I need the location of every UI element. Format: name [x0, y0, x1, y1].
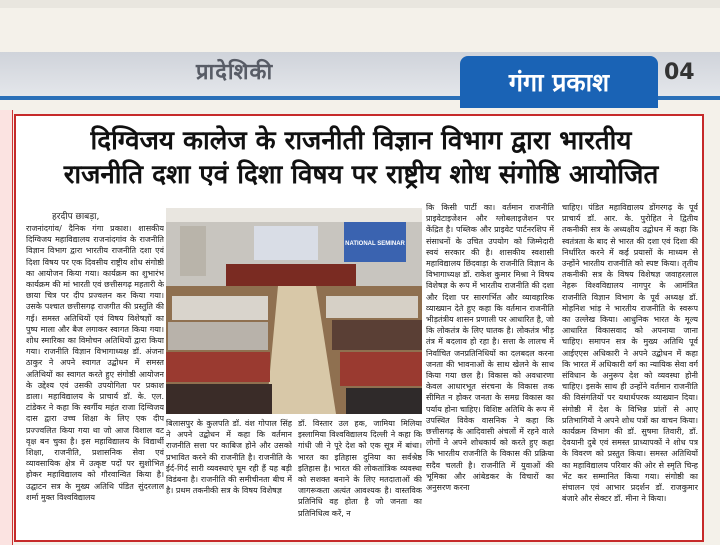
- top-strip: [0, 0, 720, 8]
- headline-line-1: दिग्विजय कालेज के राजनीती विज्ञान विभाग द्वारा भारतीय: [90, 126, 632, 156]
- brand-text: गंगा प्रकाश: [508, 68, 610, 97]
- article-headline: [36, 124, 686, 192]
- seminar-photo-drawing: [166, 208, 422, 414]
- headline-line-2: राजनीति दशा एवं दिशा विषय पर राष्ट्रीय शोध संगोष्ठि आयोजित: [63, 160, 659, 190]
- article-column-5: चाहिए। पंडित महाविद्यालय डोंगरगढ़ के पूर्व प्राचार्य डॉ. आर. के. पुरोहित ने द्वितीय तकनीकी सत्र के अध्यक्षीय उद्बोधन में कहा कि स्वतंत्रता के बाद से भारत की दशा एवं दिशा की निर्धारित करने में कई प्रयासों के माध्यम से उन्होंने भारतीय राजनीति को स्पष्ट किया। तृतीय तकनीकी सत्र के विषय विशेषज्ञ जवाहरलाल नेहरू विश्वविद्यालय नागपुर के आमंत्रित राजनीति विज्ञान विभाग के पूर्व अध्यक्ष डॉ. मोहनिश भांड़ ने भारतीय राजनीति के स्वरूप का उल्लेख किया। आधुनिक भारत के मूल्य आधारित विकासवाद को अपनाया जाना चाहिए। समापन सत्र के मुख्य अतिथि पूर्व आईएएस अधिकारी ने अपने उद्बोधन में कहा कि भारत में अधिकारी वर्ग का न्यायिक सेवा वर्ग संविधान के अनुरूप देश को व्यवस्था होनी चाहिए। इसके साथ ही उन्होंने वर्तमान राजनीति की विसंगतियों पर यथार्थपरक व्याख्यान दिया। संगोष्ठी में देश के विभिन्न प्रांतों से आए प्रतिभागियों ने अपने शोध पत्रों का वाचन किया। कार्यक्रम विभाग की डॉ. सुषमा तिवारी, डॉ. देवयानी दुबे एवं समस्त प्राध्यापकों ने शोध पत्र के विवरण को प्रस्तुत किया। समस्त अतिथियों का महाविद्यालय परिवार की ओर से स्मृति चिन्ह भेंट कर सम्मानित किया गया। संगोष्ठी का संचालन एवं आभार प्रदर्शन डॉ. राजकुमार बंजारे और सेक्टर डॉ. मीना ने किया।: [562, 203, 698, 504]
- seminar-photo: [166, 208, 422, 414]
- photo-ceiling: [166, 208, 422, 222]
- photo-banner-text: NATIONAL SEMINAR: [345, 241, 405, 247]
- page-number: 04: [664, 60, 695, 85]
- article-column-3: डॉ. विस्तार उल हक, जामिया मिलिया इस्लामिया विश्वविद्यालय दिल्ली ने कहा कि गांधी जी ने पूरे देश को एक सूत्र में बांधा। भारत का इतिहास दुनिया का सर्वश्रेष्ठ इतिहास है। भारत की लोकतांत्रिक व्यवस्था को सशक्त बनाने के लिए मतदाताओं की जागरूकता अत्यंत आवश्यक है। वास्तविक प्रतिनिधि वह होता है जो जनता का प्रतिनिधित्व करें, न: [298, 419, 422, 518]
- section-title: प्रादेशिकी: [196, 60, 274, 85]
- byline: हरदीप छाबड़ा,: [52, 212, 100, 222]
- adjacent-article-edge: [0, 110, 13, 545]
- article-column-2: बिलासपुर के कुलपति डॉ. वंश गोपाल सिंह ने अपने उद्बोधन में कहा कि वर्तमान राजनीति सत्ता पर काबिज होने और उसको प्रभावित करने की राजनीति है। राजनीति के ईर्द-गिर्द सारी व्यवस्थाएं घूम रही हैं यह बड़ी विडंबना है। राजनीति की समीचीनता बीच में है। प्रथम तकनीकी सत्र के विषय विशेषज्ञ: [166, 419, 292, 496]
- photo-screen: [254, 226, 318, 260]
- photo-stage: [226, 264, 356, 286]
- article-column-4: कि किसी पार्टी का। वर्तमान राजनीति प्राइवेटाइजेशन और ग्लोबलाइजेशन पर केंद्रित है। पब्लिक और प्राइवेट पार्टनरशिप में संसाधनों के उचित उपयोग को जिम्मेदारी स्वयं सरकार की है। शासकीय स्वशासी महाविद्यालय छिंदवाड़ा के राजनीति विज्ञान के विभागाध्यक्ष डॉ. राकेश कुमार मिश्रा ने विषय विशेषज्ञ के रूप में भारतीय राजनीति की दशा और दिशा पर सारगर्भित और व्यावहारिक व्याख्यान देते हुए कहा कि वर्तमान राजनीति भीड़तंत्रीय शासन प्रणाली पर आधारित है, जो कि लोकतंत्र के लिए घातक है। लोकतंत्र भीड़ तंत्र में बदलाव हो रहा है। सत्ता के लालच में निर्वाचित जनप्रतिनिधियों का दलबदल करना जनता की भावनाओं के साथ खेलने के साथ किया गया छल है। विकास को अवधारणा केवल आधारभूत संरचना के विकास तक सीमित न होकर जनता के समग्र विकास का पर्याय होना चाहिए। विशिष्ट अतिथि के रूप में उपस्थित विवेक वासनिक ने कहा कि छत्तीसगढ़ के आदिवासी अंचलों में रहने वाले लोगों ने अपने शोधकार्य को करते हुए कहा कि भारतीय राजनीति के विकास की प्रक्रिया सदैव चलती है। राजनीति में युवाओं की भूमिका और आंबेडकर के विचारों का अनुसरण करना: [426, 203, 554, 493]
- newspaper-brand: [460, 56, 658, 108]
- article-frame: [14, 114, 704, 542]
- photo-window: [180, 226, 206, 276]
- article-column-1: राजनांदगांव/ दैनिक गंगा प्रकाश। शासकीय दिग्विजय महाविद्यालय राजनांदगांव के राजनीति विज्ञान विभाग द्वारा भारतीय राजनीति दशा एवं दिशा विषय पर एक दिवसीय राष्ट्रीय शोध संगोष्ठी का आयोजन किया गया। कार्यक्रम का शुभारंभ कार्यक्रम की मां भारती एवं छत्तीसगढ़ महतारी के छाया चित्र पर दीप प्रज्वलन कर किया गया। उसके पश्चात छत्तीसगढ़ राजगीत की प्रस्तुति की गई। समस्त अतिथियों एवं विषय विशेषज्ञों का पुष्प माला और बैज लगाकर स्वागत किया गया। शोध स्मारिका का विमोचन अतिथियों द्वारा किया गया। राजनीति विज्ञान विभागाध्यक्ष डॉ. अंजना ठाकुर ने अपने स्वागत उद्बोधन में समस्त अतिथियों का स्वागत करते हुए संगोष्ठी आयोजन के उद्देश्य एवं उसकी उपयोगिता पर प्रकाश डाला। महाविद्यालय के प्राचार्य डॉ. के. एल. टांडेकर ने कहा कि स्वर्गीय महंत राजा दिग्विजय दास द्वारा उच्च शिक्षा के लिए एक दीप प्रज्ज्वलित किया गया था जो आज विशाल वट वृक्ष बन चुका है। इस महाविद्यालय के विद्यार्थी शिक्षा, राजनीति, प्रशासनिक सेवा एवं व्यावसायिक क्षेत्र में उत्कृष्ट पदों पर सुशोभित होकर महाविद्यालय को गौरवान्वित किया है। उद्घाटन सत्र के मुख्य अतिथि पंडित सुंदरलाल शर्मा मुक्त विश्वविद्यालय: [26, 224, 164, 502]
